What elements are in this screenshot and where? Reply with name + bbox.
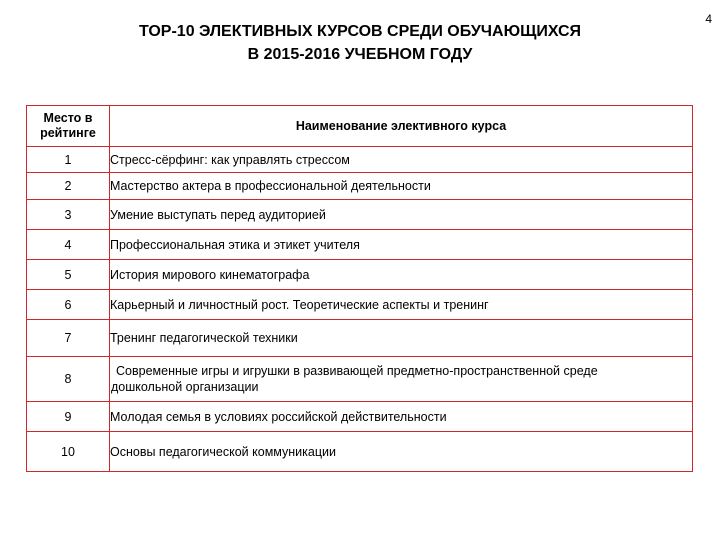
table-row	[27, 432, 693, 472]
row-course-name: Основы педагогической коммуникации	[110, 432, 693, 472]
title-line-2: В 2015-2016 УЧЕБНОМ ГОДУ	[247, 46, 473, 63]
table-row	[27, 173, 693, 200]
row-rank: 3	[27, 200, 110, 230]
header-rank-line-1: Место в	[43, 111, 93, 125]
title-line-1: ТОР-10 ЭЛЕКТИВНЫХ КУРСОВ СРЕДИ ОБУЧАЮЩИХСЯ	[138, 23, 581, 40]
row-rank: 10	[27, 432, 110, 472]
row-rank: 8	[27, 357, 110, 402]
table-row	[27, 147, 693, 173]
header-course-name: Наименование элективного курса	[110, 106, 693, 147]
row-course-name: Профессиональная этика и этикет учителя	[110, 230, 693, 260]
table-row	[27, 260, 693, 290]
row-course-name: Умение выступать перед аудиторией	[110, 200, 693, 230]
row-course-name: Молодая семья в условиях российской действительности	[110, 402, 693, 432]
table-row	[27, 230, 693, 260]
table-row	[27, 200, 693, 230]
row-course-name-line-2: дошкольной организации	[111, 380, 259, 394]
header-rank-line-2: рейтинге	[40, 126, 96, 140]
row-rank: 9	[27, 402, 110, 432]
header-rank	[27, 106, 110, 147]
row-rank: 2	[27, 173, 110, 200]
row-course-name-line-1: Современные игры и игрушки в развивающей предметно-пространственной среде	[116, 364, 598, 378]
row-course-name: Стресс-сёрфинг: как управлять стрессом	[110, 147, 693, 173]
row-course-name: История мирового кинематографа	[110, 260, 693, 290]
row-rank: 5	[27, 260, 110, 290]
table-row	[27, 402, 693, 432]
row-rank: 6	[27, 290, 110, 320]
table-row	[27, 290, 693, 320]
page-title	[60, 20, 660, 66]
row-course-name	[110, 357, 693, 402]
row-course-name: Мастерство актера в профессиональной деятельности	[110, 173, 693, 200]
row-rank: 1	[27, 147, 110, 173]
row-course-name: Карьерный и личностный рост. Теоретические аспекты и тренинг	[110, 290, 693, 320]
page-number: 4	[705, 12, 712, 26]
table-header-row	[27, 106, 693, 147]
table-row	[27, 357, 693, 402]
row-rank: 7	[27, 320, 110, 357]
row-rank: 4	[27, 230, 110, 260]
courses-table	[26, 105, 693, 472]
row-course-name: Тренинг педагогической техники	[110, 320, 693, 357]
table-row	[27, 320, 693, 357]
